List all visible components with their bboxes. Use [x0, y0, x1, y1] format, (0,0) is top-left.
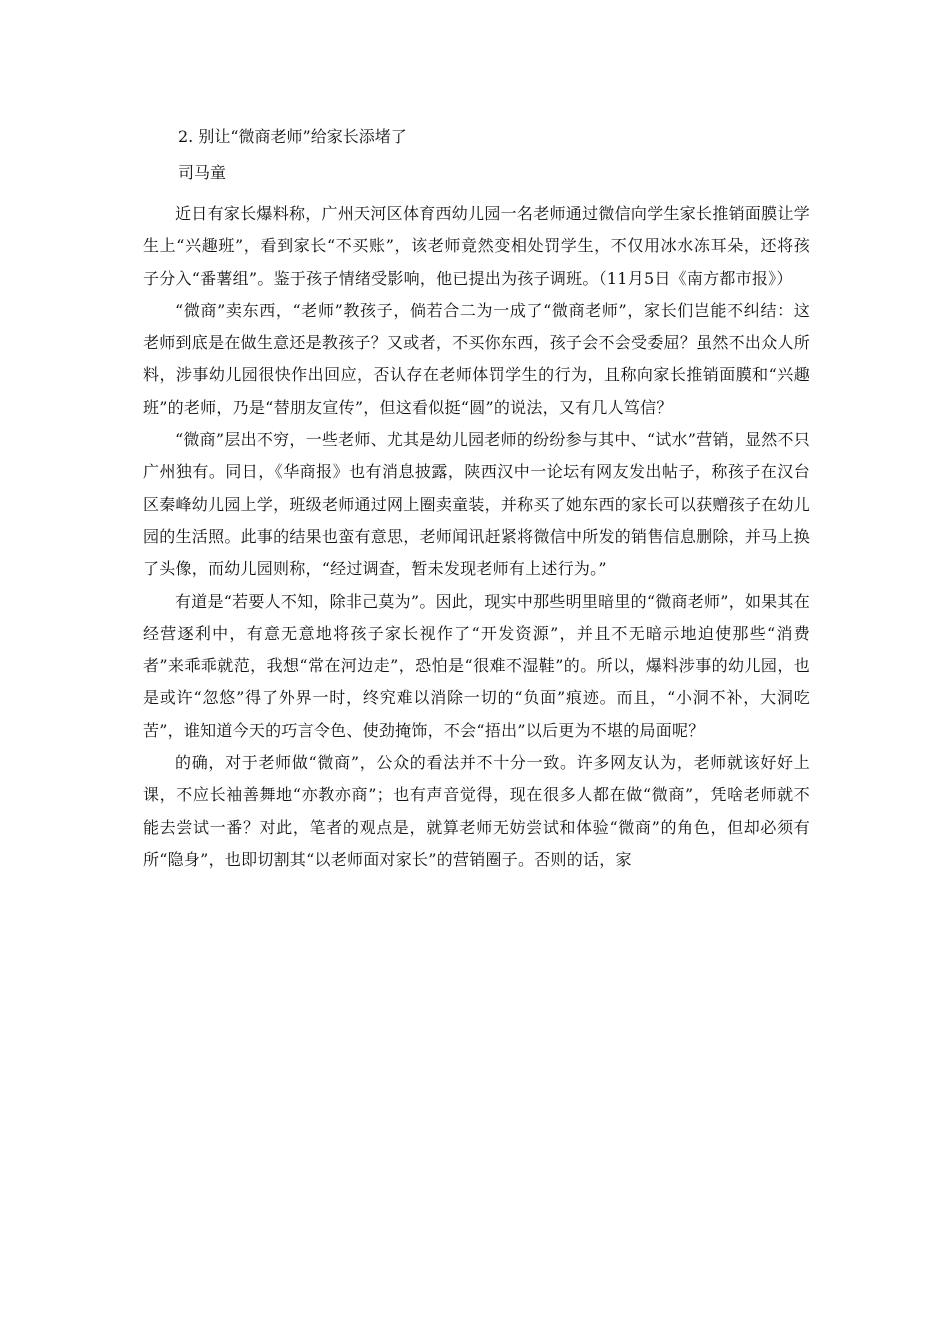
paragraph: 的确，对于老师做“微商”，公众的看法并不十分一致。许多网友认为，老师就该好好上课，不应长袖善舞地“亦教亦商”；也有声音觉得，现在很多人都在做“微商”，凭啥老师就不能去尝试一番？对此，笔者的观点是，就算老师无妨尝试和体验“微商”的角色，但却必须有所“隐身”，也即切割其“以老师面对家长”的营销圈子。否则的话，家	[143, 753, 810, 869]
article-author: 司马童	[178, 163, 227, 182]
paragraph: “微商”卖东西，“老师”教孩子，倘若合二为一成了“微商老师”，家长们岂能不纠结：这老师到底是在做生意还是教孩子？又或者，不买你东西，孩子会不会受委屈？虽然不出众人所料，涉事幼儿园很快作出回应，否认存在老师体罚学生的行为，且称向家长推销面膜和“兴趣班”的老师，乃是“替朋友宣传”，但这看似挺“圆”的说法，又有几人笃信？	[143, 300, 810, 417]
paragraph: 近日有家长爆料称，广州天河区体育西幼儿园一名老师通过微信向学生家长推销面膜让学生上“兴趣班”，看到家长“不买账”，该老师竟然变相处罚学生，不仅用冰水冻耳朵，还将孩子分入“番薯组”。鉴于孩子情绪受影响，他已提出为孩子调班。（11月5日《南方都市报》）	[143, 204, 810, 288]
article-body	[143, 198, 810, 876]
paragraph: “微商”层出不穷，一些老师、尤其是幼儿园老师的纷纷参与其中、“试水”营销，显然不只广州独有。同日，《华商报》也有消息披露，陕西汉中一论坛有网友发出帖子，称孩子在汉台区秦峰幼儿园上学，班级老师通过网上圈卖童装，并称买了她东西的家长可以获赠孩子在幼儿园的生活照。此事的结果也蛮有意思，老师闻讯赶紧将微信中所发的销售信息删除，并马上换了头像，而幼儿园则称，“经过调查，暂未发现老师有上述行为。”	[143, 430, 810, 579]
paragraph: 有道是“若要人不知，除非己莫为”。因此，现实中那些明里暗里的“微商老师”，如果其在经营逐利中，有意无意地将孩子家长视作了“开发资源”，并且不无暗示地迫使那些“消费者”来乖乖就范，我想“常在河边走”，恐怕是“很难不湿鞋”的。所以，爆料涉事的幼儿园，也是或许“忽悠”得了外界一时，终究难以消除一切的“负面”痕迹。而且，“小洞不补，大洞吃苦”，谁知道今天的巧言令色、使劲掩饰，不会“捂出”以后更为不堪的局面呢？	[143, 591, 810, 740]
article-heading: 2. 别让“微商老师”给家长添堵了	[178, 127, 407, 146]
